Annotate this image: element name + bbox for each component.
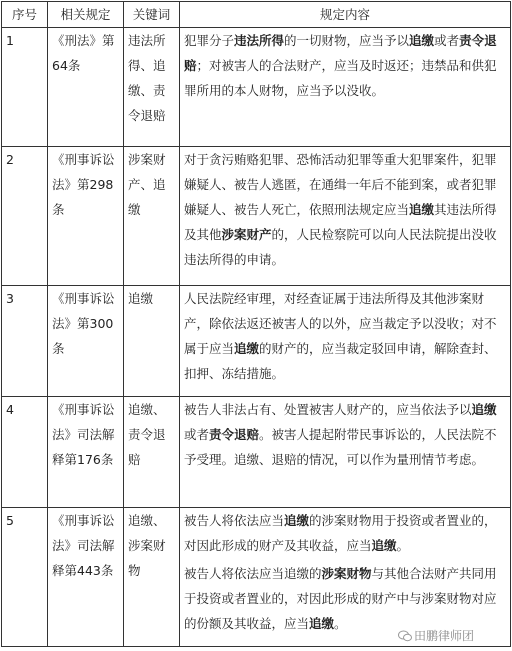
content-text: 的，人民检察院可以向人民法院提出没收违法所得的申请。 — [184, 227, 497, 267]
wechat-icon — [398, 630, 412, 642]
keyword-emphasis: 追缴 — [234, 341, 260, 356]
row-seq: 2 — [2, 147, 48, 286]
header-seq: 序号 — [2, 2, 48, 28]
row-rule: 《刑事诉讼法》第298条 — [48, 147, 124, 286]
keyword-emphasis: 涉案财物 — [321, 566, 372, 581]
law-table — [1, 1, 511, 647]
content-paragraph — [184, 397, 506, 472]
table-row — [2, 28, 511, 147]
keyword-emphasis: 责令退赔 — [209, 427, 260, 442]
row-content — [180, 397, 511, 508]
keyword-emphasis: 追缴 — [309, 616, 335, 631]
content-paragraph — [184, 147, 506, 272]
watermark-text: 田鹏律师团 — [414, 629, 475, 643]
content-text: 其违法所得及其他 — [184, 202, 497, 242]
row-keywords: 违法所得、追缴、责令退赔 — [124, 28, 180, 147]
keyword-emphasis: 责令退赔 — [184, 33, 497, 73]
content-text: ；对被害人的合法财产，应当及时返还；违禁品和供犯罪所用的本人财物，应当予以没收。 — [184, 58, 497, 98]
content-text: 人民法院经审理，对经查证属于违法所得及其他涉案财产，除依法返还被害人的以外，应当裁定予以没收；对不属于应当 — [184, 291, 497, 356]
table-row — [2, 147, 511, 286]
content-text: 的一切财物，应当予以 — [284, 33, 410, 48]
content-text: 与其他合法财产共同用于投资或者置业的，对因此形成的财产中与涉案财物对应的份额及其收益，应当 — [184, 566, 497, 631]
content-text: 对于贪污贿赂犯罪、恐怖活动犯罪等重大犯罪案件，犯罪嫌疑人、被告人逃匿，在通缉一年后不能到案，或者犯罪嫌疑人、被告人死亡，依照刑法规定应当 — [184, 152, 497, 217]
content-paragraph — [184, 508, 506, 558]
keyword-emphasis: 追缴 — [284, 513, 310, 528]
content-text: 或者 — [184, 427, 210, 442]
row-seq: 3 — [2, 286, 48, 397]
content-text: 被告人将依法应当追缴的 — [184, 566, 322, 581]
content-paragraph — [184, 286, 506, 386]
row-content — [180, 28, 511, 147]
table-row — [2, 286, 511, 397]
row-content — [180, 286, 511, 397]
content-text: 。 — [334, 616, 347, 631]
row-keywords: 追缴、责令退赔 — [124, 397, 180, 508]
row-content — [180, 508, 511, 647]
header-row — [2, 2, 511, 28]
keyword-emphasis: 追缴 — [371, 538, 397, 553]
content-text: 。被害人提起附带民事诉讼的，人民法院不予受理。追缴、退赔的情况，可以作为量刑情节考虑。 — [184, 427, 497, 467]
content-text: 被告人非法占有、处置被害人财产的，应当依法予以 — [184, 402, 472, 417]
content-text: 的涉案财物用于投资或者置业的，对因此形成的财产及其收益，应当 — [184, 513, 497, 553]
row-seq: 4 — [2, 397, 48, 508]
content-paragraph — [184, 561, 506, 636]
row-content — [180, 147, 511, 286]
keyword-emphasis: 追缴 — [471, 402, 497, 417]
content-text: 犯罪分子 — [184, 33, 235, 48]
content-text: 。 — [396, 538, 410, 553]
row-rule: 《刑事诉讼法》司法解释第443条 — [48, 508, 124, 647]
row-rule: 《刑事诉讼法》第300条 — [48, 286, 124, 397]
content-text: 的财产的，应当裁定驳回申请，解除查封、扣押、冻结措施。 — [184, 341, 497, 381]
header-keywords: 关键词 — [124, 2, 180, 28]
keyword-emphasis: 违法所得 — [234, 33, 285, 48]
table-row — [2, 397, 511, 508]
header-content: 规定内容 — [180, 2, 511, 28]
content-text: 被告人将依法应当 — [184, 513, 285, 528]
header-rule: 相关规定 — [48, 2, 124, 28]
table-row — [2, 508, 511, 647]
row-rule: 《刑事诉讼法》司法解释第176条 — [48, 397, 124, 508]
watermark — [398, 628, 474, 644]
keyword-emphasis: 追缴 — [409, 202, 435, 217]
row-keywords: 追缴 — [124, 286, 180, 397]
keyword-emphasis: 追缴 — [409, 33, 435, 48]
content-text: 或者 — [434, 33, 460, 48]
row-rule: 《刑法》第64条 — [48, 28, 124, 147]
keyword-emphasis: 涉案财产 — [221, 227, 272, 242]
row-seq: 1 — [2, 28, 48, 147]
content-paragraph — [184, 28, 506, 103]
row-keywords: 追缴、涉案财物 — [124, 508, 180, 647]
row-keywords: 涉案财产、追缴 — [124, 147, 180, 286]
row-seq: 5 — [2, 508, 48, 647]
